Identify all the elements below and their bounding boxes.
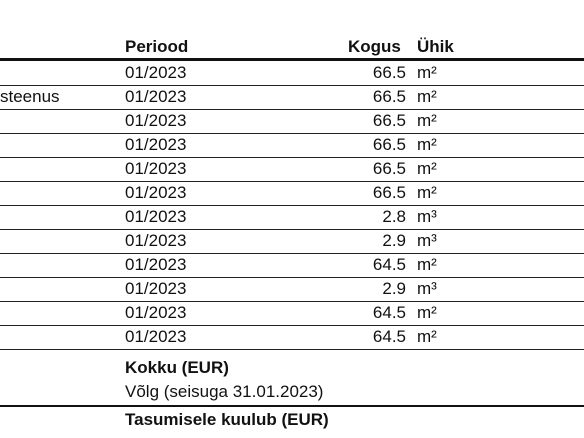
period-cell: 01/2023: [125, 87, 187, 106]
quantity-cell: 64.5: [372, 255, 406, 274]
quantity-cell: 66.5: [372, 87, 406, 106]
table-row: [0, 301, 584, 326]
header-quantity: Kogus: [348, 37, 401, 56]
period-cell: 01/2023: [125, 303, 187, 322]
period-cell: 01/2023: [125, 183, 187, 202]
unit-cell: m²: [417, 159, 437, 178]
period-cell: 01/2023: [125, 135, 187, 154]
table-row: [0, 181, 584, 206]
table-row: [0, 253, 584, 278]
table-row: [0, 133, 584, 158]
period-cell: 01/2023: [125, 111, 187, 130]
payable-label: Tasumisele kuulub (EUR): [125, 410, 329, 429]
service-name: steenus: [0, 87, 60, 106]
unit-cell: m³: [417, 207, 437, 226]
unit-cell: m²: [417, 255, 437, 274]
summary-rule: [0, 405, 584, 407]
period-cell: 01/2023: [125, 159, 187, 178]
header-unit: Ühik: [417, 37, 454, 56]
quantity-cell: 66.5: [372, 111, 406, 130]
unit-cell: m²: [417, 63, 437, 82]
quantity-cell: 66.5: [372, 183, 406, 202]
unit-cell: m²: [417, 327, 437, 346]
table-row: [0, 229, 584, 254]
total-label: Kokku (EUR): [125, 358, 229, 377]
table-row: [0, 205, 584, 230]
period-cell: 01/2023: [125, 207, 187, 226]
table-row: [0, 325, 584, 350]
period-cell: 01/2023: [125, 327, 187, 346]
unit-cell: m³: [417, 279, 437, 298]
debt-label: Võlg (seisuga 31.01.2023): [125, 382, 324, 401]
quantity-cell: 66.5: [372, 135, 406, 154]
period-cell: 01/2023: [125, 63, 187, 82]
period-cell: 01/2023: [125, 231, 187, 250]
table-row: [0, 277, 584, 302]
table-row: [0, 109, 584, 134]
quantity-cell: 66.5: [372, 159, 406, 178]
period-cell: 01/2023: [125, 255, 187, 274]
unit-cell: m²: [417, 111, 437, 130]
quantity-cell: 2.8: [382, 207, 406, 226]
header-period: Periood: [125, 37, 189, 56]
unit-cell: m³: [417, 231, 437, 250]
quantity-cell: 2.9: [382, 279, 406, 298]
quantity-cell: 64.5: [372, 303, 406, 322]
quantity-cell: 2.9: [382, 231, 406, 250]
table-row: [0, 85, 584, 110]
quantity-cell: 66.5: [372, 63, 406, 82]
quantity-cell: 64.5: [372, 327, 406, 346]
period-cell: 01/2023: [125, 279, 187, 298]
unit-cell: m²: [417, 135, 437, 154]
table-row: [0, 157, 584, 182]
unit-cell: m²: [417, 87, 437, 106]
table-row: [0, 61, 584, 86]
unit-cell: m²: [417, 303, 437, 322]
unit-cell: m²: [417, 183, 437, 202]
